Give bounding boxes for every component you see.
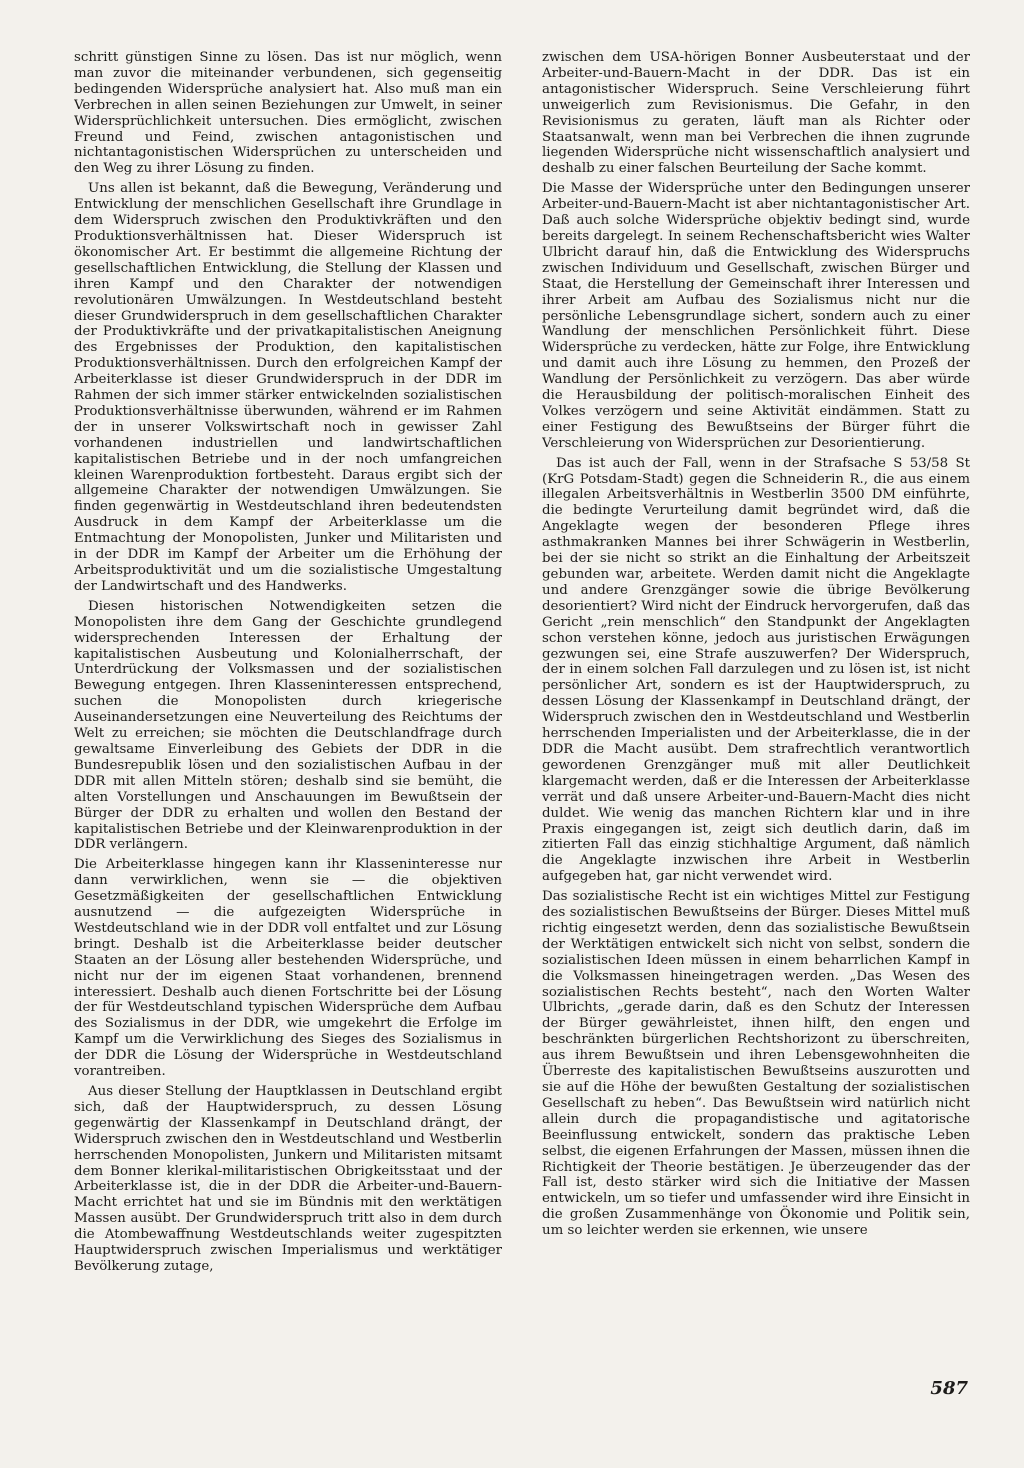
page-number: 587 [930, 1378, 968, 1399]
right-column [542, 50, 970, 1380]
paragraph: Uns allen ist bekannt, daß die Bewegung, Veränderung und Entwicklung der menschlichen Gesellschaft ihre Grundlage in dem Widerspruch zwischen den Produktivkräften und den Produktionsverhältnissen hat. Dieser Widerspruch ist ökonomischer Art. Er bestimmt die allgemeine Richtung der gesellschaftlichen Entwicklung, die Stellung der Klassen und ihren Kampf und den Charakter der notwendigen revolutionären Umwälzungen. In Westdeutschland besteht dieser Grundwiderspruch in dem gesellschaftlichen Charakter der Produktivkräfte und der privatkapitalistischen Aneignung des Ergebnisses der Produktion, den kapitalistischen Produktionsverhältnissen. Durch den erfolgreichen Kampf der Arbeiterklasse ist dieser Grundwiderspruch in der DDR im Rahmen der sich immer stärker entwickelnden sozialistischen Produktionsverhältnisse überwunden, während er im Rahmen der in unserer Volkswirtschaft noch in gewisser Zahl vorhandenen industriellen und landwirtschaftlichen kapitalistischen Betriebe und in der noch umfangreichen kleinen Warenproduktion fortbesteht. Daraus ergibt sich der allgemeine Charakter der notwendigen Umwälzungen. Sie finden gegenwärtig in Westdeutschland ihren bedeutendsten Ausdruck in dem Kampf der Arbeiterklasse um die Entmachtung der Monopolisten, Junker und Militaristen und in der DDR im Kampf der Arbeiter um die Erhöhung der Arbeitsproduktivität und um die sozialistische Umgestaltung der Landwirtschaft und des Handwerks. [74, 181, 502, 594]
paragraph: zwischen dem USA-hörigen Bonner Ausbeuterstaat und der Arbeiter-und-Bauern-Macht in der DDR. Das ist ein antagonistischer Widerspruch. Seine Verschleierung führt unweigerlich zum Revisionismus. Die Gefahr, in den Revisionismus zu geraten, läuft man als Richter oder Staatsanwalt, wenn man bei Verbrechen die ihnen zugrunde liegenden Widersprüche nicht wissenschaftlich analysiert und deshalb zu einer falschen Beurteilung der Sache kommt. [542, 50, 970, 177]
paragraph: schritt günstigen Sinne zu lösen. Das ist nur möglich, wenn man zuvor die miteinander verbundenen, sich gegenseitig bedingenden Widersprüche analysiert hat. Also muß man ein Verbrechen in allen seinen Beziehungen zur Umwelt, in seiner Widersprüchlichkeit untersuchen. Dies ermöglicht, zwischen Freund und Feind, zwischen antagonistischen und nichtantagonistischen Widersprüchen zu unterscheiden und den Weg zu ihrer Lösung zu finden. [74, 50, 502, 177]
paragraph: Das sozialistische Recht ist ein wichtiges Mittel zur Festigung des sozialistischen Bewußtseins der Bürger. Dieses Mittel muß richtig eingesetzt werden, denn das sozialistische Bewußtsein der Werktätigen entwickelt sich nicht von selbst, sondern die sozialistischen Ideen müssen in einem beharrlichen Kampf in die Volksmassen hineingetragen werden. „Das Wesen des sozialistischen Rechts besteht“, nach den Worten Walter Ulbrichts, „gerade darin, daß es den Schutz der Interessen der Bürger gewährleistet, ihnen hilft, den engen und beschränkten bürgerlichen Rechtshorizont zu überschreiten, aus ihrem Bewußtsein und ihren Lebensgewohnheiten die Überreste des kapitalistischen Bewußtseins auszurotten und sie auf die Höhe der bewußten Gestaltung der sozialistischen Gesellschaft zu heben“. Das Bewußtsein wird natürlich nicht allein durch die propagandistische und agitatorische Beeinflussung entwickelt, sondern das praktische Leben selbst, die eigenen Erfahrungen der Massen, müssen ihnen die Richtigkeit der Theorie bestätigen. Je überzeugender das der Fall ist, desto stärker wird sich die Initiative der Massen entwickeln, um so tiefer und umfassender wird ihre Einsicht in die großen Zusammenhänge von Ökonomie und Politik sein, um so leichter werden sie erkennen, wie unsere [542, 889, 970, 1239]
left-column [74, 50, 502, 1380]
paragraph: Die Arbeiterklasse hingegen kann ihr Klasseninteresse nur dann verwirklichen, wenn sie — die objektiven Gesetzmäßigkeiten der gesellschaftlichen Entwicklung ausnutzend — die aufgezeigten Widersprüche in Westdeutschland wie in der DDR voll entfaltet und zur Lösung bringt. Deshalb ist die Arbeiterklasse beider deutscher Staaten an der Lösung aller bestehenden Widersprüche, und nicht nur der im eigenen Staat vorhandenen, brennend interessiert. Deshalb auch dienen Fortschritte bei der Lösung der für Westdeutschland typischen Widersprüche dem Aufbau des Sozialismus in der DDR, wie umgekehrt die Erfolge im Kampf um die Verwirklichung des Sieges des Sozialismus in der DDR die Lösung der Widersprüche in Westdeutschland vorantreiben. [74, 857, 502, 1080]
paragraph: Das ist auch der Fall, wenn in der Strafsache S 53/58 St (KrG Potsdam-Stadt) gegen die Schneiderin R., die aus einem illegalen Arbeitsverhältnis in Westberlin 3500 DM einführte, die bedingte Verurteilung damit begründet wird, daß die Angeklagte wegen der besonderen Pflege ihres asthmakranken Mannes bei ihrer Schwägerin in Westberlin, bei der sie nicht so strikt an die Einhaltung der Arbeitszeit gebunden war, arbeitete. Werden damit nicht die Angeklagte und andere Grenzgänger sowie die übrige Bevölkerung desorientiert? Wird nicht der Eindruck hervorgerufen, daß das Gericht „rein menschlich“ den Standpunkt der Angeklagten schon verstehen könne, jedoch aus juristischen Erwägungen gezwungen sei, eine Strafe auszuwerfen? Der Widerspruch, der in einem solchen Fall darzulegen und zu lösen ist, ist nicht persönlicher Art, sondern es ist der Hauptwiderspruch, zu dessen Lösung der Klassenkampf in Deutschland drängt, der Widerspruch zwischen den in Westdeutschland und Westberlin herrschenden Imperialisten und der Arbeiterklasse, die in der DDR die Macht ausübt. Dem strafrechtlich verantwortlich gewordenen Grenzgänger muß mit aller Deutlichkeit klargemacht werden, daß er die Interessen der Arbeiterklasse verrät und daß unsere Arbeiter-und-Bauern-Macht dies nicht duldet. Wie wenig das manchen Richtern klar und in ihre Praxis eingegangen ist, zeigt sich deutlich darin, daß im zitierten Fall das einzig stichhaltige Argument, daß nämlich die Angeklagte inzwischen ihre Arbeit in Westberlin aufgegeben hat, gar nicht verwendet wird. [542, 455, 970, 885]
paragraph: Die Masse der Widersprüche unter den Bedingungen unserer Arbeiter-und-Bauern-Macht ist aber nichtantagonistischer Art. Daß auch solche Widersprüche objektiv bedingt sind, wurde bereits dargelegt. In seinem Rechenschaftsbericht wies Walter Ulbricht darauf hin, daß die Entwicklung des Widerspruchs zwischen Individuum und Gesellschaft, zwischen Bürger und Staat, die Herstellung der Gemeinschaft ihrer Interessen und ihrer Arbeit am Aufbau des Sozialismus nicht nur die persönliche Lebensgrundlage sichert, sondern auch zu einer Wandlung der menschlichen Persönlichkeit führt. Diese Widersprüche zu verdecken, hätte zur Folge, ihre Entwicklung und damit auch ihre Lösung zu hemmen, den Prozeß der Wandlung der Persönlichkeit zu verzögern. Das aber würde die Herausbildung der politisch-moralischen Einheit des Volkes verzögern und seine Aktivität eindämmen. Statt zu einer Festigung des Bewußtseins der Bürger führt die Verschleierung von Widersprüchen zur Desorientierung. [542, 181, 970, 451]
document-page [74, 50, 970, 1420]
paragraph: Diesen historischen Notwendigkeiten setzen die Monopolisten ihre dem Gang der Geschichte grundlegend widersprechenden Interessen der Erhaltung der kapitalistischen Ausbeutung und Kolonialherrschaft, der Unterdrückung der Volksmassen und der sozialistischen Bewegung entgegen. Ihren Klasseninteressen entsprechend, suchen die Monopolisten durch kriegerische Auseinandersetzungen eine Neuverteilung des Reichtums der Welt zu erreichen; sie möchten die Deutschlandfrage durch gewaltsame Einverleibung des Gebiets der DDR in die Bundesrepublik lösen und den sozialistischen Aufbau in der DDR mit allen Mitteln stören; deshalb sind sie bemüht, die alten Vorstellungen und Anschauungen im Bewußtsein der Bürger der DDR zu erhalten und wollen den Bestand der kapitalistischen Betriebe und der Kleinwarenproduktion in der DDR verlängern. [74, 598, 502, 853]
paragraph: Aus dieser Stellung der Hauptklassen in Deutschland ergibt sich, daß der Hauptwiderspruch, zu dessen Lösung gegenwärtig der Klassenkampf in Deutschland drängt, der Widerspruch zwischen den in Westdeutschland und Westberlin herrschenden Monopolisten, Junkern und Militaristen mitsamt dem Bonner klerikal-militaristischen Obrigkeitsstaat und der Arbeiterklasse ist, die in der DDR die Arbeiter-und-Bauern-Macht errichtet hat und sie im Bündnis mit den werktätigen Massen ausübt. Der Grundwiderspruch tritt also in dem durch die Atombewaffnung Westdeutschlands weiter zugespitzten Hauptwiderspruch zwischen Imperialismus und werktätiger Bevölkerung zutage, [74, 1084, 502, 1274]
